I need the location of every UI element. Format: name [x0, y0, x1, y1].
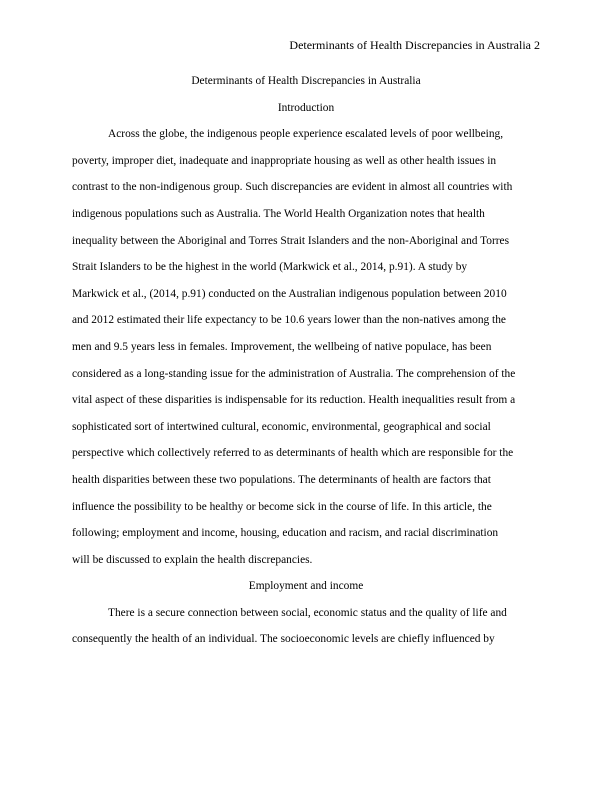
paragraph-line: indigenous populations such as Australia. The World Health Organization notes that health	[72, 207, 485, 220]
paragraph-line: influence the possibility to be healthy or become sick in the course of life. In this article, the	[72, 500, 492, 513]
paragraph-line: consequently the health of an individual. The socioeconomic levels are chiefly influenced by	[72, 633, 495, 646]
paragraph-line: perspective which collectively referred to as determinants of health which are responsible for the	[72, 447, 514, 460]
paragraph-line: health disparities between these two populations. The determinants of health are factors that	[72, 473, 491, 486]
paragraph-line: men and 9.5 years less in females. Improvement, the wellbeing of native populace, has been	[72, 340, 492, 353]
document-body	[72, 68, 540, 653]
section-heading-introduction: Introduction	[277, 101, 335, 114]
paragraph-line: sophisticated sort of intertwined cultural, economic, environmental, geographical and social	[72, 420, 491, 433]
paragraph-line: considered as a long-standing issue for the administration of Australia. The comprehension of the	[72, 367, 516, 380]
paragraph-line: Strait Islanders to be the highest in the world (Markwick et al., 2014, p.91). A study by	[72, 261, 468, 274]
document-title: Determinants of Health Discrepancies in Australia	[191, 75, 421, 87]
paragraph-line: Across the globe, the indigenous people experience escalated levels of poor wellbeing,	[108, 128, 504, 141]
paragraph-line: will be discussed to explain the health discrepancies.	[72, 553, 313, 566]
paragraph-line: Markwick et al., (2014, p.91) conducted on the Australian indigenous population between 2010	[72, 287, 507, 300]
employment-paragraph	[72, 600, 540, 653]
paragraph-line: and 2012 estimated their life expectancy to be 10.6 years lower than the non-natives among the	[72, 314, 506, 327]
paragraph-line: inequality between the Aboriginal and Torres Strait Islanders and the non-Aboriginal and Torres	[72, 234, 510, 247]
paragraph-line: contrast to the non-indigenous group. Such discrepancies are evident in almost all countries with	[72, 181, 513, 194]
paragraph-line: There is a secure connection between social, economic status and the quality of life and	[108, 606, 507, 619]
paragraph-line: poverty, improper diet, inadequate and inappropriate housing as well as other health issues in	[72, 154, 497, 167]
section-heading-employment-and-income: Employment and income	[248, 580, 364, 593]
introduction-paragraph	[72, 121, 540, 573]
paragraph-line: following; employment and income, housing, education and racism, and racial discrimination	[72, 527, 499, 540]
running-head: Determinants of Health Discrepancies in Australia 2	[289, 38, 540, 52]
paragraph-line: vital aspect of these disparities is indispensable for its reduction. Health inequalities result from a	[72, 394, 516, 407]
